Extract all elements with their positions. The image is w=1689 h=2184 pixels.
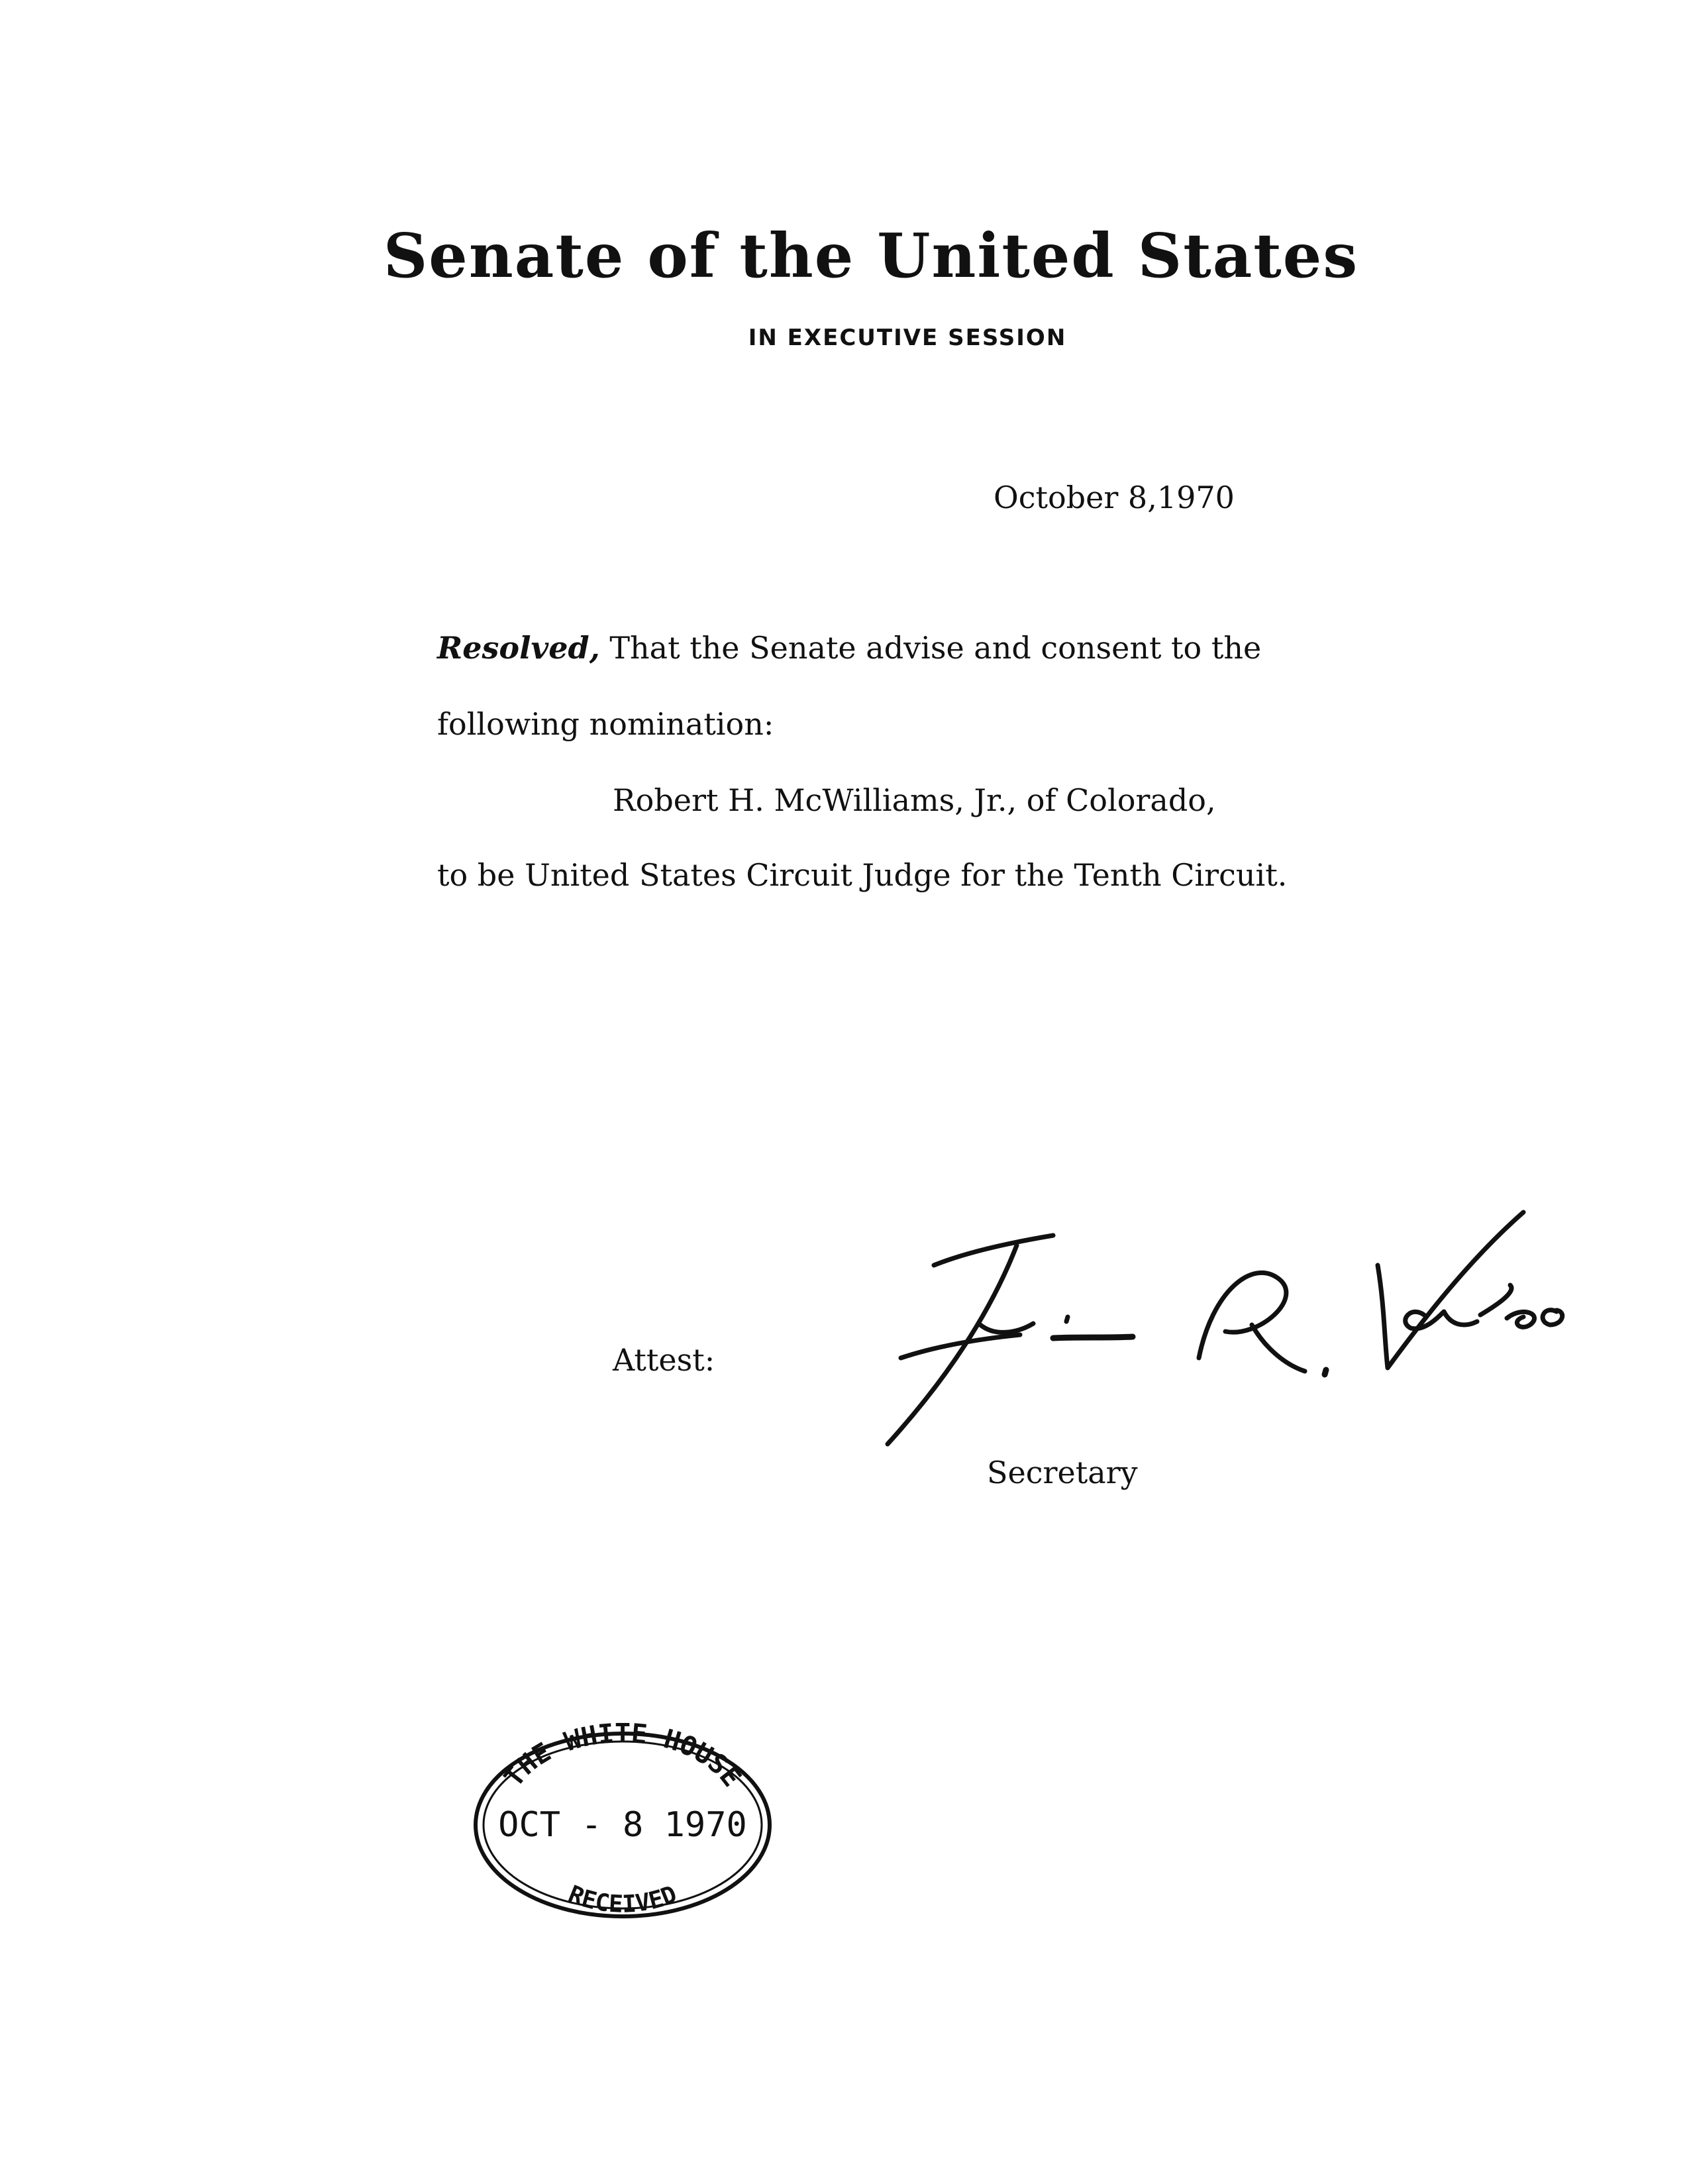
session-subtitle: IN EXECUTIVE SESSION	[748, 325, 1067, 351]
nominee-line: Robert H. McWilliams, Jr., of Colorado,	[613, 782, 1216, 818]
resolution-line-1	[437, 630, 1262, 666]
signature-graphic	[854, 1206, 1610, 1457]
attest-label: Attest:	[613, 1342, 715, 1378]
document-masthead: Senate of the United States	[383, 220, 1359, 291]
stamp-bottom-text: RECEIVED	[564, 1881, 681, 1918]
document-date: October 8,1970	[994, 480, 1235, 515]
secretary-title: Secretary	[987, 1455, 1138, 1490]
svg-text:THE WHITE HOUSE	[498, 1722, 746, 1793]
resolution-line-1-text: That the Senate advise and consent to the	[609, 630, 1262, 666]
resolution-line-2: following nomination:	[437, 706, 774, 742]
white-house-received-stamp	[464, 1722, 782, 1928]
stamp-top-text: THE WHITE HOUSE	[498, 1722, 747, 1793]
resolved-word: Resolved,	[437, 630, 600, 666]
position-line: to be United States Circuit Judge for the Tenth Circuit.	[437, 857, 1288, 893]
stamp-date-text: OCT - 8 1970	[498, 1805, 747, 1845]
